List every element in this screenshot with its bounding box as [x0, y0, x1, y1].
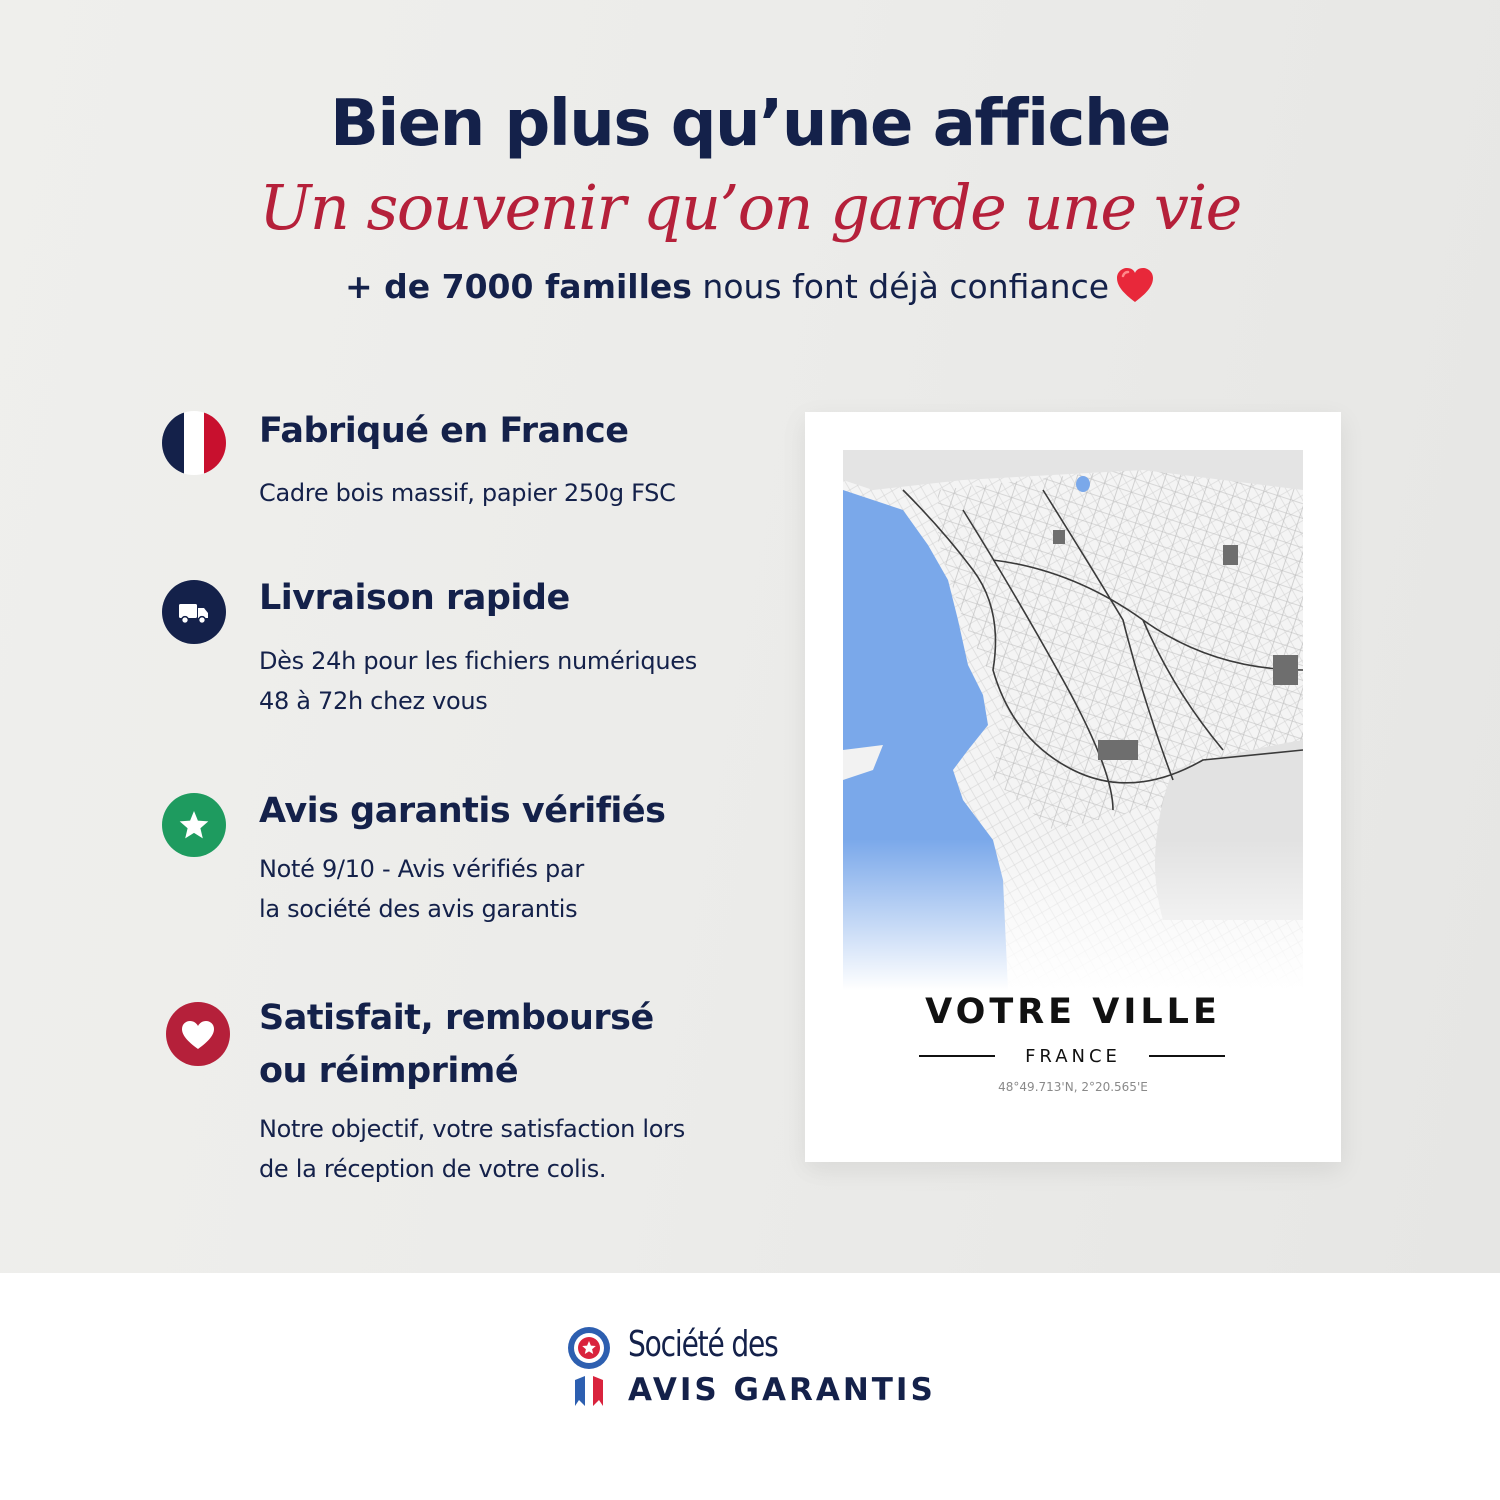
truck-icon: [162, 580, 226, 644]
star-icon: [162, 793, 226, 857]
tagline-text: nous font déjà confiance: [691, 267, 1110, 306]
poster-divider-right: [1149, 1055, 1225, 1057]
heart-icon: [166, 1002, 230, 1066]
feature-title: Avis garantis vérifiés: [259, 791, 666, 831]
red-heart-icon: [1115, 266, 1155, 306]
feature-description: Notre objectif, votre satisfaction lors de la réception de votre colis.: [259, 1115, 685, 1183]
poster-city-name: VOTRE VILLE: [925, 992, 1221, 1032]
feature-title: Livraison rapide: [259, 578, 570, 618]
avis-garantis-emblem-icon: [565, 1326, 613, 1412]
map-poster: [805, 412, 1341, 1162]
france-flag-icon: [162, 411, 226, 475]
poster-coordinates: 48°49.713'N, 2°20.565'E: [998, 1080, 1148, 1094]
tagline-count: + de 7000 familles: [344, 267, 692, 306]
feature-description: Cadre bois massif, papier 250g FSC: [259, 479, 676, 507]
feature-title: Satisfait, remboursé ou réimprimé: [259, 998, 654, 1091]
logo-text-bottom: AVIS GARANTIS: [628, 1372, 936, 1408]
poster-country: FRANCE: [1025, 1046, 1121, 1067]
page-subtitle: Un souvenir qu’on garde une vie: [259, 171, 1241, 244]
trust-tagline: [0, 264, 1500, 310]
feature-description: Noté 9/10 - Avis vérifiés par la société des avis garantis: [259, 855, 584, 923]
feature-title: Fabriqué en France: [259, 411, 629, 451]
feature-description: Dès 24h pour les fichiers numériques 48 à 72h chez vous: [259, 647, 697, 715]
page-title: Bien plus qu’une affiche: [330, 87, 1170, 161]
logo-text-top: Société des: [628, 1324, 778, 1365]
city-map-image: [843, 450, 1303, 990]
